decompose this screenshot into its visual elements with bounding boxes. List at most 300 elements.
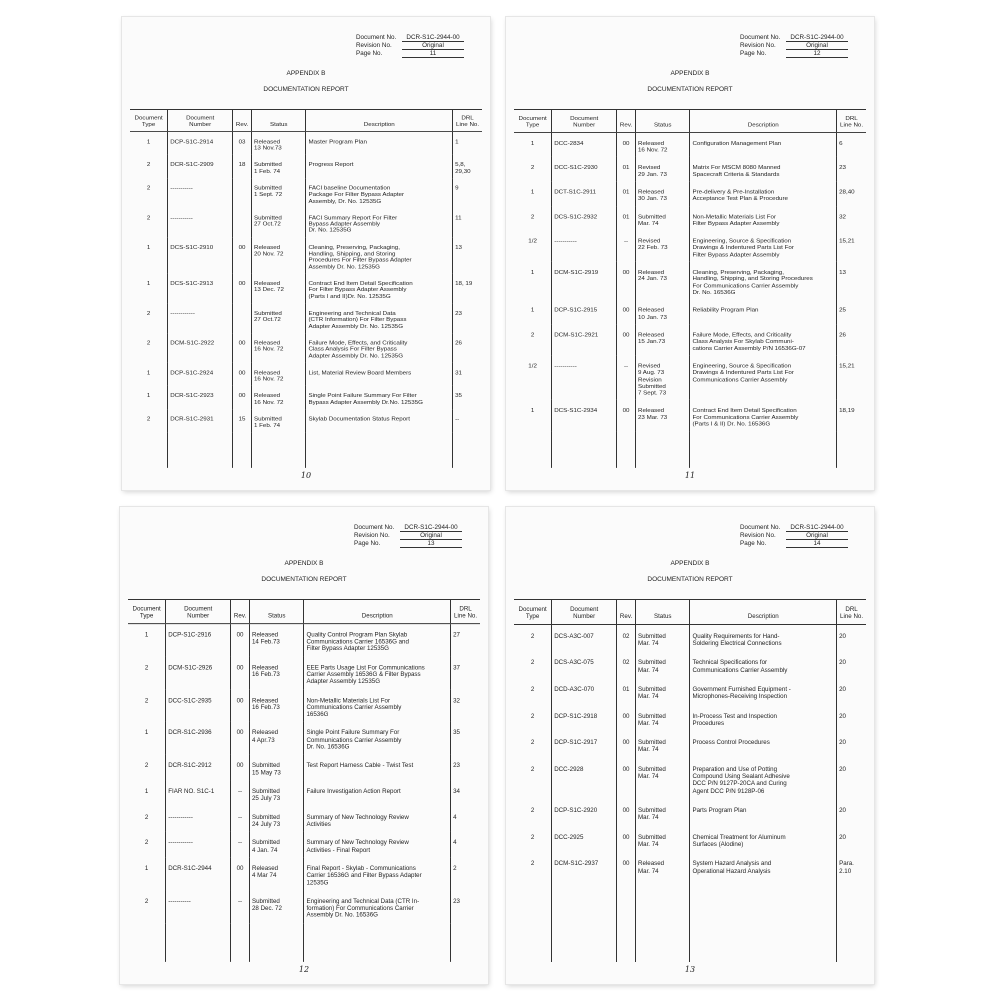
filler-cell <box>690 431 837 468</box>
cell-number: DCM-S1C-2919 <box>552 262 617 300</box>
cell-number: FIAR NO. S1C-1 <box>166 780 231 806</box>
cell-type: 1 <box>144 865 149 873</box>
cell-rev: 00 <box>617 731 636 758</box>
cell-drl: 26 <box>837 324 866 355</box>
cell-status: Released 10 Jan. 73 <box>635 300 689 324</box>
filler-cell <box>128 923 166 962</box>
column-header-number: Document Number <box>166 600 231 623</box>
table-header-row <box>130 110 482 131</box>
cell-drl: -- <box>453 409 482 432</box>
cell-rev: -- <box>231 806 250 832</box>
cell-description: List, Material Review Board Members <box>306 363 453 386</box>
report-page <box>120 507 488 984</box>
cell-drl: 6 <box>837 132 866 157</box>
cell-rev: 00 <box>233 238 252 274</box>
cell-type: 1 <box>146 280 151 287</box>
appendix-heading: APPENDIX B <box>670 560 710 567</box>
filler-cell <box>168 433 233 468</box>
cell-number: DCC-2834 <box>552 132 617 157</box>
cell-type: 2 <box>144 696 149 704</box>
cell-description: Progress Report <box>306 155 453 178</box>
table-row <box>514 231 866 262</box>
cell-drl: 25 <box>837 300 866 324</box>
document-number-row <box>354 524 462 532</box>
page-number-value: 13 <box>400 540 462 548</box>
cell-rev: 00 <box>617 799 636 826</box>
documentation-table <box>130 110 482 468</box>
cell-status: Released 13 Nov.73 <box>251 131 305 155</box>
cell-number: ------------ <box>168 303 233 333</box>
handwritten-page-number: 10 <box>300 470 312 480</box>
cell-number: DCR-S1C-2912 <box>166 755 231 781</box>
table-row <box>514 157 866 181</box>
cell-status: Submitted Mar. 74 <box>635 651 689 678</box>
page-number-value: 14 <box>786 540 848 548</box>
cell-number: DCP-S1C-2918 <box>552 705 617 732</box>
filler-cell <box>130 433 168 468</box>
cell-drl: 23 <box>453 303 482 333</box>
filler-cell <box>251 433 305 468</box>
filler-cell <box>514 879 552 962</box>
cell-drl: 32 <box>451 689 480 722</box>
filler-cell <box>166 923 231 962</box>
cell-status: Submitted 4 Jan. 74 <box>249 832 303 858</box>
cell-description: Contract End Item Detail Specification For Communications Carrier Assembly (Parts I & II) Dr. No. 16536G <box>690 400 837 431</box>
cell-type: 1 <box>146 369 151 376</box>
revision-number-value: Original <box>400 532 462 540</box>
table-row <box>514 678 866 705</box>
document-number-label: Document No. <box>356 34 397 41</box>
cell-rev: 00 <box>617 132 636 157</box>
cell-description: Summary of New Technology Review Activities <box>304 806 451 832</box>
document-number-value: DCR-S1C-2944-00 <box>400 524 462 532</box>
table-row <box>130 208 482 238</box>
column-header-status: Status <box>635 110 689 132</box>
cell-drl: Para. 2.10 <box>837 852 866 879</box>
cell-type: 2 <box>144 664 149 671</box>
cell-rev: 00 <box>231 623 250 656</box>
page-number-label: Page No. <box>356 50 383 57</box>
cell-type: 2 <box>530 712 535 720</box>
cell-rev: 02 <box>617 624 636 651</box>
document-number-value: DCR-S1C-2944-00 <box>786 524 848 532</box>
cell-number: DCM-S1C-2922 <box>168 333 233 363</box>
cell-description: Government Furnished Equipment - Microphones-Receiving Inspection <box>690 678 837 705</box>
cell-number: DCR-S1C-2909 <box>168 155 233 178</box>
table-row <box>130 238 482 274</box>
report-title: DOCUMENTATION REPORT <box>647 576 733 583</box>
filler-cell <box>635 431 689 468</box>
revision-number-row <box>740 532 848 540</box>
report-page <box>506 507 874 984</box>
cell-description: Failure Mode, Effects, and Criticality Class Analysis For Skylab Communi- cations Carrier Assembly P/N 16536G-07 <box>690 324 837 355</box>
cell-status: Submitted 1 Sept. 72 <box>251 178 305 208</box>
table-row <box>128 657 480 690</box>
cell-description: Preparation and Use of Potting Compound Using Sealant Adhesive DCC P/N 9127P-20CA and Curing Agent DCC P/N 9128P-06 <box>690 758 837 799</box>
table-header-row <box>514 110 866 132</box>
cell-drl: 26 <box>453 333 482 363</box>
cell-description: FACI Summary Report For Filter Bypass Adapter Assembly Dr. No. 12535G <box>306 208 453 238</box>
cell-description: Master Program Plan <box>306 131 453 155</box>
cell-description: Quality Requirements for Hand- Soldering Electrical Connections <box>690 624 837 651</box>
table-filler-row <box>128 923 480 962</box>
cell-type: 2 <box>144 762 149 770</box>
table-row <box>128 890 480 923</box>
cell-number: DCP-S1C-2920 <box>552 799 617 826</box>
cell-drl: 13 <box>837 262 866 300</box>
page-number-value: 11 <box>402 50 464 58</box>
cell-type: 2 <box>530 632 535 640</box>
cell-type: 2 <box>146 340 151 347</box>
document-number-row <box>356 34 464 42</box>
cell-drl: 15,21 <box>837 231 866 262</box>
cell-status: Submitted Mar. 74 <box>635 731 689 758</box>
cell-description: Reliability Program Plan <box>690 300 837 324</box>
filler-cell <box>233 433 252 468</box>
table-filler-row <box>514 879 866 962</box>
table-row <box>130 274 482 304</box>
cell-status: Released Mar. 74 <box>635 852 689 879</box>
cell-drl: 20 <box>837 705 866 732</box>
table-row <box>128 722 480 755</box>
filler-cell <box>690 879 837 962</box>
cell-status: Revised 9 Aug. 73 Revision Submitted 7 Sept. 73 <box>635 356 689 401</box>
filler-cell <box>451 923 480 962</box>
cell-type: 1 <box>144 729 149 737</box>
filler-cell <box>249 923 303 962</box>
document-number-label: Document No. <box>354 524 395 531</box>
table-row <box>128 806 480 832</box>
cell-type: 2 <box>144 839 149 847</box>
table-row <box>514 651 866 678</box>
appendix-heading: APPENDIX B <box>284 560 324 567</box>
revision-number-value: Original <box>786 42 848 50</box>
report-title: DOCUMENTATION REPORT <box>261 576 347 583</box>
table-row <box>130 386 482 409</box>
cell-number: DCM-S1C-2937 <box>552 852 617 879</box>
page-number-label: Page No. <box>354 540 381 547</box>
column-header-rev: Rev. <box>617 600 636 624</box>
column-header-number: Document Number <box>168 110 233 131</box>
report-title: DOCUMENTATION REPORT <box>647 86 733 93</box>
cell-type: 1 <box>146 393 151 400</box>
cell-status: Released 16 Nov. 72 <box>251 363 305 386</box>
table-row <box>130 155 482 178</box>
column-header-status: Status <box>249 600 303 623</box>
cell-status: Released 24 Jan. 73 <box>635 262 689 300</box>
cell-description: Summary of New Technology Review Activities - Final Report <box>304 832 451 858</box>
cell-number: DCP-S1C-2914 <box>168 131 233 155</box>
cell-status: Released 14 Feb.73 <box>249 623 303 656</box>
table-header-row <box>514 600 866 624</box>
filler-cell <box>837 431 866 468</box>
document-info <box>740 524 848 548</box>
cell-rev <box>233 178 252 208</box>
cell-rev: 00 <box>233 363 252 386</box>
cell-rev: 00 <box>233 386 252 409</box>
revision-number-row <box>356 42 464 50</box>
cell-description: System Hazard Analysis and Operational Hazard Analysis <box>690 852 837 879</box>
page-number-row <box>354 540 462 548</box>
appendix-heading: APPENDIX B <box>670 70 710 77</box>
revision-number-value: Original <box>786 532 848 540</box>
cell-description: Process Control Procedures <box>690 731 837 758</box>
cell-number: DCR-S1C-2944 <box>166 858 231 891</box>
cell-description: Cleaning, Preserving, Packaging, Handling, Shipping, and Storing Procedures For Filter Bypass Adapter Assembly Dr. No. 12535G <box>306 238 453 274</box>
cell-type: 2 <box>530 833 535 841</box>
documentation-table <box>514 110 866 468</box>
cell-rev: 01 <box>617 206 636 230</box>
revision-number-label: Revision No. <box>740 42 776 49</box>
page-number-label: Page No. <box>740 540 767 547</box>
cell-status: Submitted Mar. 74 <box>635 206 689 230</box>
filler-cell <box>552 431 617 468</box>
cell-status: Released 16 Nov. 72 <box>635 132 689 157</box>
cell-drl: 28,40 <box>837 182 866 206</box>
cell-status: Released 4 Mar 74 <box>249 858 303 891</box>
cell-status: Submitted 27 Oct.72 <box>251 208 305 238</box>
cell-rev: 00 <box>231 858 250 891</box>
cell-number: DCS-S1C-2932 <box>552 206 617 230</box>
cell-number: DCC-S1C-2930 <box>552 157 617 181</box>
cell-description: Matrix For MSCM 8080 Manned Spacecraft Criteria & Standards <box>690 157 837 181</box>
cell-drl: 20 <box>837 678 866 705</box>
page-number-label: Page No. <box>740 50 767 57</box>
cell-number: ----------- <box>168 178 233 208</box>
cell-number: DCS-A3C-007 <box>552 624 617 651</box>
cell-type: 2 <box>530 331 535 339</box>
cell-drl: 34 <box>451 780 480 806</box>
table-row <box>514 799 866 826</box>
filler-cell <box>837 879 866 962</box>
cell-description: Configuration Management Plan <box>690 132 837 157</box>
cell-drl: 27 <box>451 623 480 656</box>
cell-status: Submitted 27 Oct.72 <box>251 303 305 333</box>
cell-drl: 23 <box>451 755 480 781</box>
cell-status: Submitted 1 Feb. 74 <box>251 409 305 432</box>
cell-rev: 00 <box>617 324 636 355</box>
revision-number-row <box>740 42 848 50</box>
table-row <box>128 858 480 891</box>
cell-type: 1/2 <box>528 362 537 370</box>
cell-description: Engineering and Technical Data (CTR Information) For Filter Bypass Adapter Assembly Dr. No. 12535G <box>306 303 453 333</box>
cell-drl: 4 <box>451 806 480 832</box>
cell-number: DCP-S1C-2916 <box>166 623 231 656</box>
cell-type: 2 <box>146 185 151 192</box>
page-number-row <box>740 540 848 548</box>
cell-rev: 00 <box>617 262 636 300</box>
column-header-status: Status <box>635 600 689 624</box>
cell-rev: 01 <box>617 182 636 206</box>
cell-status: Submitted 28 Dec. 72 <box>249 890 303 923</box>
table-filler-row <box>130 433 482 468</box>
cell-drl: 35 <box>453 386 482 409</box>
cell-status: Revised 29 Jan. 73 <box>635 157 689 181</box>
cell-rev: 00 <box>233 333 252 363</box>
column-header-rev: Rev. <box>231 600 250 623</box>
table-row <box>514 624 866 651</box>
cell-description: Quality Control Program Plan Skylab Communications Carrier 16536G and Filter Bypass Adapter 12535G <box>304 623 451 656</box>
cell-type: 2 <box>144 813 149 821</box>
column-header-number: Document Number <box>552 600 617 624</box>
document-info <box>356 34 464 58</box>
column-header-type: Document Type <box>130 110 168 131</box>
cell-status: Submitted 25 July 73 <box>249 780 303 806</box>
cell-description: Skylab Documentation Status Report <box>306 409 453 432</box>
cell-number: DCS-A3C-075 <box>552 651 617 678</box>
table-row <box>514 262 866 300</box>
table-row <box>128 623 480 656</box>
cell-type: 1 <box>530 269 535 276</box>
cell-description: Technical Specifications for Communications Carrier Assembly <box>690 651 837 678</box>
cell-drl: 1 <box>453 131 482 155</box>
cell-type: 2 <box>530 860 535 868</box>
cell-number: ----------- <box>168 208 233 238</box>
cell-status: Released 16 Nov. 72 <box>251 333 305 363</box>
cell-type: 2 <box>530 164 535 171</box>
cell-drl: 9 <box>453 178 482 208</box>
cell-status: Released 16 Nov. 72 <box>251 386 305 409</box>
cell-status: Revised 22 Feb. 73 <box>635 231 689 262</box>
cell-description: Engineering, Source & Specification Drawings & Indentured Parts List For Filter Bypass Adapter Assembly <box>690 231 837 262</box>
cell-description: EEE Parts Usage List For Communications Carrier Assembly 16536G & Filter Bypass Adapter Assembly 12535G <box>304 657 451 690</box>
cell-number: DCR-S1C-2936 <box>166 722 231 755</box>
cell-description: Failure Mode, Effects, and Criticality Class Analysis For Filter Bypass Adapter Assembly Dr. No. 12535G <box>306 333 453 363</box>
handwritten-page-number: 12 <box>298 964 310 974</box>
cell-rev: 01 <box>617 678 636 705</box>
table-row <box>514 132 866 157</box>
document-number-value: DCR-S1C-2944-00 <box>402 34 464 42</box>
cell-number: DCM-S1C-2926 <box>166 657 231 690</box>
column-header-number: Document Number <box>552 110 617 132</box>
cell-status: Submitted Mar. 74 <box>635 678 689 705</box>
cell-number: DCC-2925 <box>552 826 617 853</box>
cell-status: Released 13 Dec. 72 <box>251 274 305 304</box>
cell-rev: 00 <box>617 758 636 799</box>
cell-number: DCM-S1C-2921 <box>552 324 617 355</box>
revision-number-value: Original <box>402 42 464 50</box>
cell-drl: 4 <box>451 832 480 858</box>
cell-number: ----------- <box>552 356 617 401</box>
column-header-description: Description <box>304 600 451 623</box>
cell-rev: 00 <box>231 657 250 690</box>
cell-rev <box>233 208 252 238</box>
cell-status: Released 16 Feb.73 <box>249 689 303 722</box>
table-row <box>514 705 866 732</box>
cell-number: DCR-S1C-2931 <box>168 409 233 432</box>
report-page <box>122 17 490 490</box>
handwritten-page-number: 11 <box>684 470 696 480</box>
cell-rev: 03 <box>233 131 252 155</box>
cell-type: 2 <box>530 685 535 693</box>
cell-number: DCR-S1C-2923 <box>168 386 233 409</box>
cell-drl: 20 <box>837 799 866 826</box>
cell-description: Final Report - Skylab - Communications Carrier 16536G and Filter Bypass Adapter 12535G <box>304 858 451 891</box>
filler-cell <box>304 923 451 962</box>
cell-drl: 11 <box>453 208 482 238</box>
cell-number: DCS-S1C-2910 <box>168 238 233 274</box>
cell-type: 2 <box>530 739 535 747</box>
revision-number-label: Revision No. <box>740 532 776 539</box>
cell-type: 2 <box>530 659 535 667</box>
cell-status: Submitted 1 Feb. 74 <box>251 155 305 178</box>
cell-status: Submitted 15 May 73 <box>249 755 303 781</box>
cell-description: FACI baseline Documentation Package For Filter Bypass Adapter Assembly, Dr. No. 12535G <box>306 178 453 208</box>
cell-status: Released 23 Mar. 73 <box>635 400 689 431</box>
column-header-drl: DRL Line No. <box>837 600 866 624</box>
cell-type: 1 <box>146 244 151 251</box>
cell-status: Submitted 24 July 73 <box>249 806 303 832</box>
table-row <box>514 758 866 799</box>
table-filler-row <box>514 431 866 468</box>
cell-number: DCP-S1C-2917 <box>552 731 617 758</box>
column-header-drl: DRL Line No. <box>451 600 480 623</box>
cell-number: DCC-2928 <box>552 758 617 799</box>
cell-description: Test Report Harness Cable - Twist Test <box>304 755 451 781</box>
cell-status: Submitted Mar. 74 <box>635 758 689 799</box>
table-row <box>130 409 482 432</box>
cell-drl: 20 <box>837 731 866 758</box>
filler-cell <box>552 879 617 962</box>
cell-rev: -- <box>231 780 250 806</box>
table-row <box>514 324 866 355</box>
document-number-label: Document No. <box>740 34 781 41</box>
cell-number: DCD-A3C-070 <box>552 678 617 705</box>
cell-description: Contract End Item Detail Specification For Filter Bypass Adapter Assembly (Parts I and II)Dr. No. 12535G <box>306 274 453 304</box>
table-row <box>128 832 480 858</box>
cell-type: 2 <box>146 416 151 423</box>
cell-status: Released 30 Jan. 73 <box>635 182 689 206</box>
column-header-drl: DRL Line No. <box>453 110 482 131</box>
cell-description: Non-Metallic Materials List For Filter Bypass Adapter Assembly <box>690 206 837 230</box>
document-number-label: Document No. <box>740 524 781 531</box>
handwritten-page-number: 13 <box>684 964 696 974</box>
cell-rev: -- <box>617 356 636 401</box>
table-row <box>514 182 866 206</box>
column-header-drl: DRL Line No. <box>837 110 866 132</box>
report-page <box>506 17 874 490</box>
cell-rev: -- <box>617 231 636 262</box>
cell-number: ----------- <box>166 890 231 923</box>
cell-status: Submitted Mar. 74 <box>635 705 689 732</box>
cell-rev: 00 <box>617 705 636 732</box>
cell-drl: 32 <box>837 206 866 230</box>
cell-drl: 35 <box>451 722 480 755</box>
cell-type: 1 <box>530 307 535 314</box>
filler-cell <box>514 431 552 468</box>
table-row <box>514 852 866 879</box>
cell-description: Chemical Treatment for Aluminum Surfaces (Alodine) <box>690 826 837 853</box>
document-number-row <box>740 524 848 532</box>
cell-type: 1 <box>530 407 535 415</box>
cell-type: 1 <box>144 631 149 639</box>
filler-cell <box>617 431 636 468</box>
document-number-value: DCR-S1C-2944-00 <box>786 34 848 42</box>
cell-number: ----------- <box>552 231 617 262</box>
cell-drl: 20 <box>837 651 866 678</box>
cell-number: DCS-S1C-2934 <box>552 400 617 431</box>
cell-description: Engineering and Technical Data (CTR In- formation) For Communications Carrier Assembly Dr. No. 16536G <box>304 890 451 923</box>
cell-rev <box>233 303 252 333</box>
cell-rev: -- <box>231 890 250 923</box>
cell-description: In-Process Test and Inspection Procedures <box>690 705 837 732</box>
cell-drl: 18, 19 <box>453 274 482 304</box>
cell-status: Released 15 Jan.73 <box>635 324 689 355</box>
cell-rev: 18 <box>233 155 252 178</box>
cell-rev: 00 <box>231 755 250 781</box>
table-row <box>128 689 480 722</box>
documentation-table <box>128 600 480 962</box>
